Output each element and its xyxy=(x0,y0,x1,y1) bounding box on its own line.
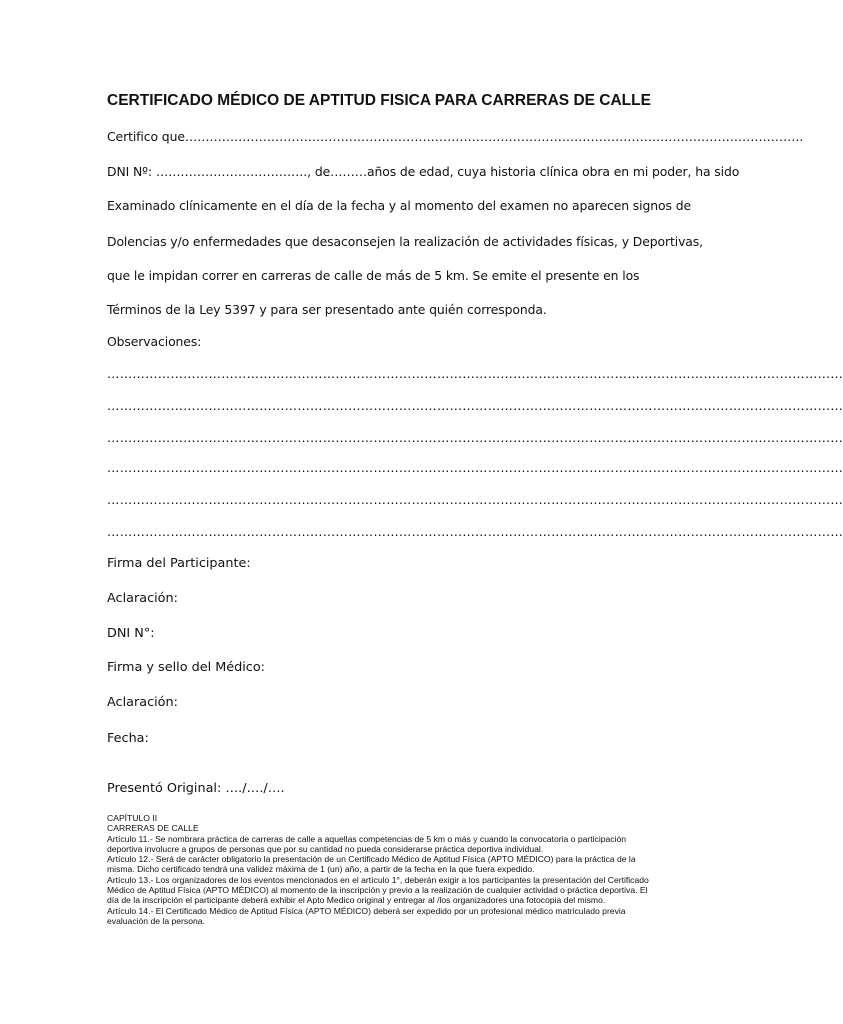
firma-participante-label: Firma del Participante: xyxy=(107,556,251,571)
chapter-heading: CAPÍTULO II xyxy=(107,813,158,823)
observaciones-label: Observaciones: xyxy=(107,334,202,349)
observaciones-dotted-line: ………………………………………………………………………………………………………………………………………………………… xyxy=(107,492,843,507)
law-line: evaluación de la persona. xyxy=(107,915,205,926)
law-excerpt xyxy=(107,813,667,926)
law-line: Artículo 11.- Se nombrara práctica de carreras de calle a aquellas competencias de 5 km o más y cuando la convocatoria o participación xyxy=(107,833,627,844)
law-line: Médico de Aptitud Física (APTO MÉDICO) al momento de la inscripción y previo a la realización de cualquier actividad o práctica deportiva. El xyxy=(107,885,648,896)
carreras-line: que le impidan correr en carreras de calle de más de 5 km. Se emite el presente en los xyxy=(107,268,640,283)
law-line: Artículo 12.- Será de carácter obligatorio la presentación de un Certificado Médico de Aptitud Física (APTO MÉDICO) para la práctica de la xyxy=(107,854,636,865)
dolencias-line: Dolencias y/o enfermedades que desaconsejen la realización de actividades físicas, y Deportivas, xyxy=(107,234,703,249)
dni-label: DNI N°: xyxy=(107,626,155,641)
aclaracion-medico-label: Aclaración: xyxy=(107,695,178,710)
law-line: Artículo 14.- El Certificado Médico de Aptitud Física (APTO MÉDICO) deberá ser expedido por un profesional médico matriculado previa xyxy=(107,905,626,916)
observaciones-dotted-line: ………………………………………………………………………………………………………………………………………………………… xyxy=(107,524,843,539)
terminos-line: Términos de la Ley 5397 y para ser presentado ante quién corresponda. xyxy=(107,302,547,317)
certifico-line: Certifico que……………………………………………………………………………………………………………………………………. xyxy=(107,129,804,144)
observaciones-dotted-line: ………………………………………………………………………………………………………………………………………………………… xyxy=(107,430,843,445)
firma-medico-label: Firma y sello del Médico: xyxy=(107,660,265,675)
document-title: CERTIFICADO MÉDICO DE APTITUD FISICA PARA CARRERAS DE CALLE xyxy=(107,92,651,109)
observaciones-dotted-line: ………………………………………………………………………………………………………………………………………………………… xyxy=(107,366,843,381)
aclaracion-participante-label: Aclaración: xyxy=(107,591,178,606)
dni-age-line: DNI Nº: ………………………………., de………años de edad, cuya historia clínica obra en mi poder, ha sido xyxy=(107,164,740,179)
law-line: día de la inscripción el participante deberá exhibir el Apto Medico original y entregar al /los organizadores una fotocopia del mismo. xyxy=(107,895,606,906)
observaciones-dotted-line: ………………………………………………………………………………………………………………………………………………………… xyxy=(107,460,843,475)
examen-line: Examinado clínicamente en el día de la fecha y al momento del examen no aparecen signos de xyxy=(107,198,691,213)
chapter-title: CARRERAS DE CALLE xyxy=(107,823,199,834)
law-line: misma. Dicho certificado tendrá una validez máxima de 1 (un) año, a partir de la fecha en la que fuera expedido. xyxy=(107,864,535,875)
presento-original-label: Presentó Original: …./…./…. xyxy=(107,781,285,796)
law-line: deportiva involucre a grupos de personas que por su cantidad no pueda considerarse práctica deportiva individual. xyxy=(107,843,544,854)
observaciones-dotted-line: ………………………………………………………………………………………………………………………………………………………… xyxy=(107,398,843,413)
fecha-label: Fecha: xyxy=(107,731,149,746)
law-line: Artículo 13.- Los organizadores de los eventos mencionados en el artículo 1°, deberán exigir a los participantes la presentación del Certificado xyxy=(107,874,649,885)
